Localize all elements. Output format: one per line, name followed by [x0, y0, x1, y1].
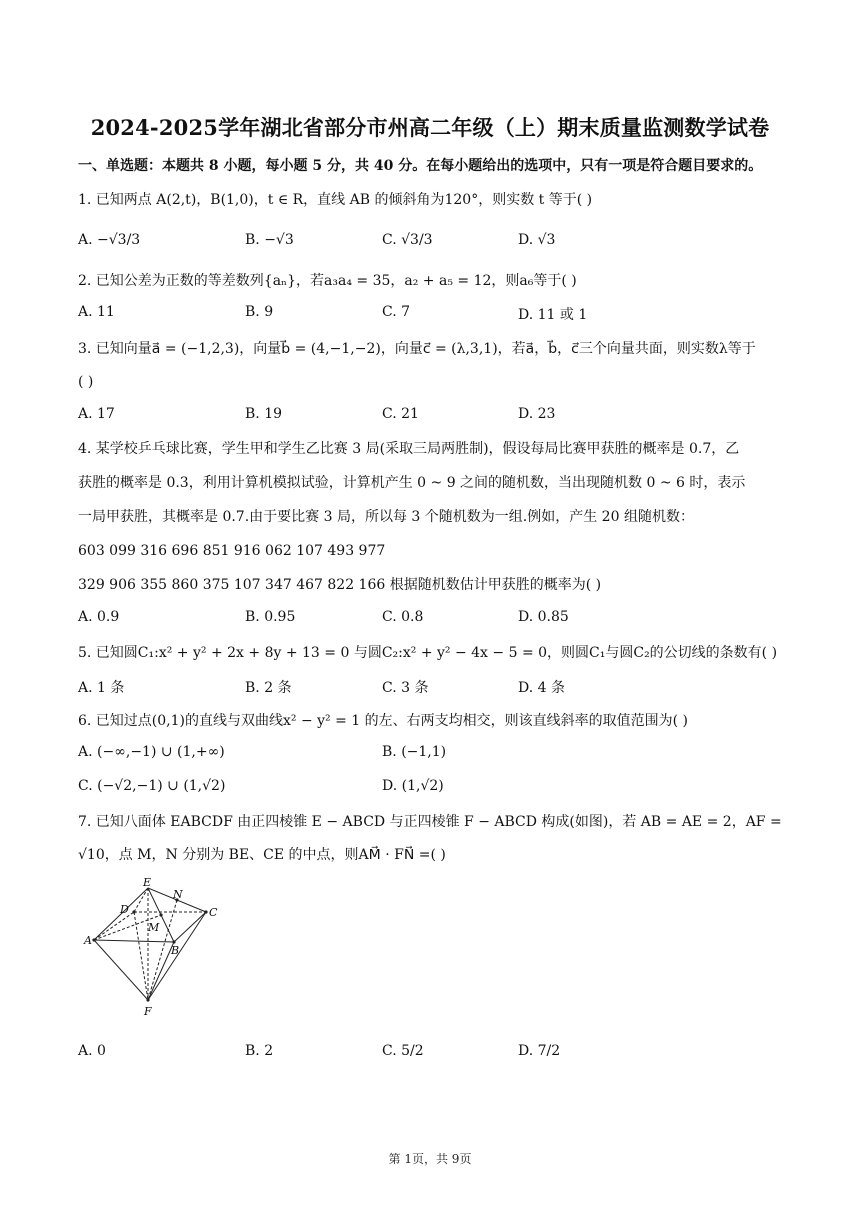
question-1-stem: 1. 已知两点 A(2,t)，B(1,0)，t ∈ R，直线 AB 的倾斜角为120°，则实数 t 等于( ): [78, 192, 593, 208]
question-4-line1: 4. 某学校乒乓球比赛，学生甲和学生乙比赛 3 局(采取三局两胜制)，假设每局比赛甲获胜的概率是 0.7，乙: [78, 441, 740, 457]
q3-option-c: C. 21: [382, 406, 419, 422]
q5-option-a: A. 1 条: [78, 680, 125, 696]
question-6-stem: 6. 已知过点(0,1)的直线与双曲线x² − y² = 1 的左、右两支均相交，则该直线斜率的取值范围为( ): [78, 713, 689, 729]
q3-option-a: A. 17: [78, 406, 115, 422]
q3-option-d: D. 23: [518, 406, 556, 422]
q2-option-a: A. 11: [78, 304, 115, 320]
question-4-random-numbers-2: 329 906 355 860 375 107 347 467 822 166 根据随机数估计甲获胜的概率为( ): [78, 577, 602, 593]
edge-ab: [94, 940, 174, 942]
q6-option-a: A. (−∞,−1) ∪ (1,+∞): [78, 744, 225, 760]
q4-option-c: C. 0.8: [382, 609, 424, 625]
q4-option-a: A. 0.9: [78, 609, 120, 625]
q6-option-d: D. (1,√2): [382, 778, 444, 794]
question-4-line3: 一局甲获胜，其概率是 0.7.由于要比赛 3 局，所以每 3 个随机数为一组.例如，产生 20 组随机数：: [78, 509, 694, 525]
q1-option-c: C. √3/3: [382, 232, 433, 248]
q4-option-d: D. 0.85: [518, 609, 569, 625]
label-d: D: [120, 903, 129, 916]
q6-option-c: C. (−√2,−1) ∪ (1,√2): [78, 778, 226, 794]
label-n: N: [173, 888, 183, 901]
q5-option-c: C. 3 条: [382, 680, 429, 696]
q4-option-b: B. 0.95: [245, 609, 296, 625]
section-heading: 一、单选题：本题共 8 小题，每小题 5 分，共 40 分。在每小题给出的选项中，只有一项是符合题目要求的。: [78, 158, 763, 174]
q7-option-b: B. 2: [245, 1043, 274, 1059]
q3-option-b: B. 19: [245, 406, 283, 422]
q1-option-b: B. −√3: [245, 232, 294, 248]
octahedron-figure: [82, 876, 232, 1026]
question-4-random-numbers-1: 603 099 316 696 851 916 062 107 493 977: [78, 543, 386, 559]
question-5-stem: 5. 已知圆C₁:x² + y² + 2x + 8y + 13 = 0 与圆C₂:x² + y² − 4x − 5 = 0，则圆C₁与圆C₂的公切线的条数有( ): [78, 645, 778, 661]
question-4-line2: 获胜的概率是 0.3，利用计算机模拟试验，计算机产生 0 ~ 9 之间的随机数，当出现随机数 0 ~ 6 时，表示: [78, 475, 746, 491]
q7-option-c: C. 5/2: [382, 1043, 424, 1059]
page-footer: 第 1页，共 9页: [388, 1152, 472, 1166]
q6-option-b: B. (−1,1): [382, 744, 447, 760]
q7-option-d: D. 7/2: [518, 1043, 561, 1059]
question-3-stem-line1: 3. 已知向量a⃗ = (−1,2,3)，向量b⃗ = (4,−1,−2)，向量c⃗ = (λ,3,1)，若a⃗，b⃗，c⃗三个向量共面，则实数λ等于: [78, 341, 756, 357]
q2-option-c: C. 7: [382, 304, 411, 320]
label-e: E: [143, 876, 152, 889]
question-3-stem-line2: ( ): [78, 374, 94, 390]
question-7-line1: 7. 已知八面体 EABCDF 由正四棱锥 E − ABCD 与正四棱锥 F − ABCD 构成(如图)，若 AB = AE = 2，AF =: [78, 814, 782, 830]
edge-bc: [174, 912, 206, 942]
edge-ad: [94, 912, 134, 940]
q1-option-a: A. −√3/3: [78, 232, 141, 248]
q7-option-a: A. 0: [78, 1043, 106, 1059]
label-m: M: [148, 921, 160, 934]
q2-option-d: D. 11 或 1: [518, 307, 588, 323]
question-7-line2: √10，点 M，N 分别为 BE、CE 的中点，则AM⃗ · FN⃗ =( ): [78, 847, 446, 863]
label-f: F: [144, 1005, 152, 1018]
q1-option-d: D. √3: [518, 232, 556, 248]
page-title: 2024-2025学年湖北省部分市州高二年级（上）期末质量监测数学试卷: [90, 115, 770, 140]
q5-option-b: B. 2 条: [245, 680, 292, 696]
q5-option-d: D. 4 条: [518, 680, 565, 696]
label-c: C: [209, 906, 218, 919]
label-a: A: [84, 934, 92, 947]
q2-option-b: B. 9: [245, 304, 274, 320]
label-b: B: [171, 944, 180, 957]
question-2-stem: 2. 已知公差为正数的等差数列{aₙ}，若a₃a₄ = 35，a₂ + a₅ = 12，则a₆等于( ): [78, 273, 577, 289]
